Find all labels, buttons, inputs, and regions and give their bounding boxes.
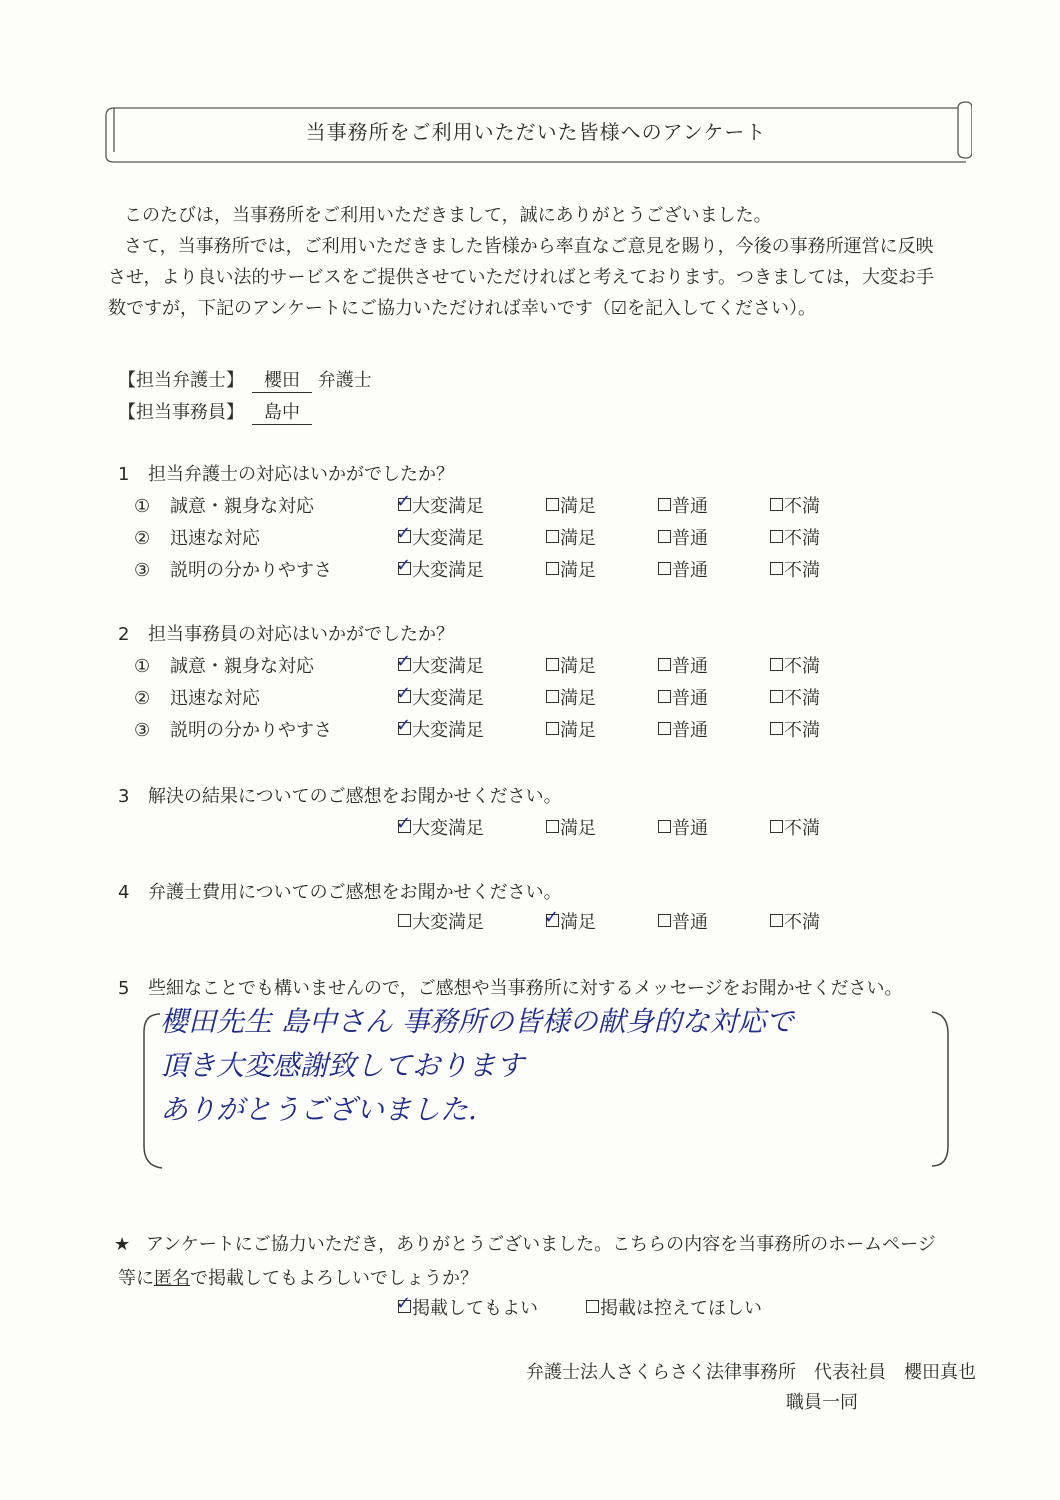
q4-option[interactable] xyxy=(658,908,708,934)
q2-item-option[interactable] xyxy=(546,652,596,678)
question-text: 担当弁護士の対応はいかがでしたか？ xyxy=(148,464,454,485)
item-label: 説明の分かりやすさ xyxy=(170,720,332,741)
checkbox-icon[interactable] xyxy=(770,914,783,927)
checkbox-icon[interactable] xyxy=(546,658,559,671)
q1-item-option[interactable] xyxy=(398,524,484,550)
question-q3 xyxy=(118,782,562,808)
option-label: 普通 xyxy=(672,688,708,709)
item-label: 誠意・親身な対応 xyxy=(170,496,314,517)
q2-item-option[interactable] xyxy=(546,716,596,742)
checkbox-icon[interactable] xyxy=(546,498,559,511)
option-label: 普通 xyxy=(672,818,708,839)
question-text: 解決の結果についてのご感想をお聞かせください。 xyxy=(148,786,562,807)
intro-line: 数ですが，下記のアンケートにご協力いただければ幸いです（☑を記入してください）。 xyxy=(108,298,817,319)
star-icon: ★ xyxy=(114,1234,131,1255)
q3-option[interactable] xyxy=(398,814,484,840)
option-label: 満足 xyxy=(560,656,596,677)
question-number: 5 xyxy=(118,978,130,999)
q2-item-option[interactable] xyxy=(658,652,708,678)
option-label: 大変満足 xyxy=(412,560,484,581)
handwritten-line: 櫻田先生 島中さん 事務所の皆様の献身的な対応で xyxy=(160,1005,794,1038)
checkmark-icon: ✓ xyxy=(396,555,412,576)
checkbox-icon[interactable] xyxy=(396,1293,412,1314)
checkbox-icon[interactable] xyxy=(658,914,671,927)
handwritten-line: 頂き大変感謝致しております xyxy=(160,1049,525,1082)
q1-item-option[interactable] xyxy=(658,556,708,582)
checkmark-icon: ✓ xyxy=(396,491,412,512)
question-q1 xyxy=(118,460,454,486)
publish-option-no[interactable] xyxy=(586,1294,762,1320)
question-q4 xyxy=(118,878,562,904)
checkmark-icon: ✓ xyxy=(396,715,412,736)
option-label: 大変満足 xyxy=(412,818,484,839)
option-label: 大変満足 xyxy=(412,688,484,709)
q1-item-option[interactable] xyxy=(546,524,596,550)
checkmark-icon: ✓ xyxy=(396,813,412,834)
checkbox-icon[interactable] xyxy=(770,562,783,575)
q2-item-option[interactable] xyxy=(770,684,820,710)
question-q5 xyxy=(118,974,903,1000)
question-number: 2 xyxy=(118,624,130,645)
option-label: 不満 xyxy=(784,656,820,677)
checkbox-icon[interactable] xyxy=(586,1300,599,1313)
checkmark-icon: ✓ xyxy=(396,523,412,544)
checkbox-icon[interactable] xyxy=(658,658,671,671)
q2-item-option[interactable] xyxy=(398,684,484,710)
q3-option[interactable] xyxy=(546,814,596,840)
option-label: 大変満足 xyxy=(412,656,484,677)
checkbox-icon[interactable] xyxy=(658,498,671,511)
option-label: 不満 xyxy=(784,528,820,549)
q2-item-option[interactable] xyxy=(398,716,484,742)
q4-option[interactable] xyxy=(546,908,596,934)
item-number: ② xyxy=(134,688,151,709)
q2-item-option[interactable] xyxy=(658,716,708,742)
item-number: ① xyxy=(134,656,151,677)
item-number: ① xyxy=(134,496,151,517)
option-label: 大変満足 xyxy=(412,528,484,549)
publish-text-anonymous: 匿名 xyxy=(154,1268,190,1289)
checkbox-icon[interactable] xyxy=(546,562,559,575)
checkmark-icon: ✓ xyxy=(396,651,412,672)
intro-line: させ，より良い法的サービスをご提供させていただければと考えております。つきましては，大変お手 xyxy=(108,267,935,288)
checkmark-icon: ✓ xyxy=(396,1293,412,1314)
option-label: 大変満足 xyxy=(412,912,484,933)
question-item xyxy=(134,716,332,742)
question-q2 xyxy=(118,620,454,646)
publish-text-1: アンケートにご協力いただき，ありがとうございました。こちらの内容を当事務所のホームページ xyxy=(145,1234,936,1255)
publish-text-2c: で掲載してもよろしいでしょうか？ xyxy=(190,1268,478,1289)
publish-option-label: 掲載してもよい xyxy=(412,1298,538,1319)
question-item xyxy=(134,684,260,710)
checkbox-icon[interactable] xyxy=(398,914,411,927)
q1-item-option[interactable] xyxy=(398,492,484,518)
question-item xyxy=(134,524,260,550)
option-label: 不満 xyxy=(784,720,820,741)
q1-item-option[interactable] xyxy=(398,556,484,582)
checkbox-icon[interactable] xyxy=(658,562,671,575)
checkbox-icon[interactable] xyxy=(546,690,559,703)
question-text: 弁護士費用についてのご感想をお聞かせください。 xyxy=(148,882,562,903)
option-label: 満足 xyxy=(560,818,596,839)
item-label: 説明の分かりやすさ xyxy=(170,560,332,581)
checkbox-icon[interactable] xyxy=(546,530,559,543)
option-label: 普通 xyxy=(672,560,708,581)
checkbox-icon[interactable] xyxy=(770,722,783,735)
q1-item-option[interactable] xyxy=(546,556,596,582)
handwritten-line: ありがとうございました. xyxy=(160,1093,477,1126)
q3-option[interactable] xyxy=(658,814,708,840)
q2-item-option[interactable] xyxy=(546,684,596,710)
option-label: 満足 xyxy=(560,496,596,517)
checkmark-icon: ✓ xyxy=(544,907,560,928)
checkbox-icon[interactable] xyxy=(658,530,671,543)
item-label: 誠意・親身な対応 xyxy=(170,656,314,677)
handwritten-message xyxy=(160,1000,794,1132)
publish-option-yes[interactable] xyxy=(398,1294,538,1320)
item-number: ③ xyxy=(134,560,151,581)
staff-label: 【担当事務員】 xyxy=(118,402,244,423)
option-label: 普通 xyxy=(672,720,708,741)
intro-line: このたびは，当事務所をご利用いただきまして，誠にありがとうございました。 xyxy=(124,205,772,226)
option-label: 不満 xyxy=(784,496,820,517)
publish-text-2a: 等に xyxy=(118,1268,154,1289)
page-title: 当事務所をご利用いただいた皆様へのアンケート xyxy=(305,120,767,144)
publish-question xyxy=(114,1230,936,1256)
checkbox-icon[interactable] xyxy=(396,715,412,736)
intro-text xyxy=(108,200,988,324)
q4-option[interactable] xyxy=(398,908,484,934)
option-label: 普通 xyxy=(672,496,708,517)
option-label: 不満 xyxy=(784,688,820,709)
checkbox-icon[interactable] xyxy=(396,683,412,704)
option-label: 不満 xyxy=(784,818,820,839)
q2-item-option[interactable] xyxy=(770,716,820,742)
checkbox-icon[interactable] xyxy=(658,690,671,703)
option-label: 満足 xyxy=(560,912,596,933)
signature-staff: 職員一同 xyxy=(786,1392,858,1413)
checkbox-icon[interactable] xyxy=(770,690,783,703)
checkbox-icon[interactable] xyxy=(770,498,783,511)
checkbox-icon[interactable] xyxy=(396,491,412,512)
lawyer-row xyxy=(118,366,372,393)
q1-item-option[interactable] xyxy=(546,492,596,518)
lawyer-name: 櫻田 xyxy=(252,366,312,393)
q1-item-option[interactable] xyxy=(658,524,708,550)
option-label: 満足 xyxy=(560,560,596,581)
q2-item-option[interactable] xyxy=(398,652,484,678)
q2-item-option[interactable] xyxy=(770,652,820,678)
question-item xyxy=(134,492,314,518)
q1-item-option[interactable] xyxy=(658,492,708,518)
checkbox-icon[interactable] xyxy=(396,813,412,834)
option-label: 不満 xyxy=(784,912,820,933)
publish-question-line2 xyxy=(118,1264,478,1290)
lawyer-label: 【担当弁護士】 xyxy=(118,370,244,391)
question-number: 1 xyxy=(118,464,130,485)
option-label: 大変満足 xyxy=(412,496,484,517)
signature: 弁護士法人さくらさく法律事務所 代表社員 櫻田真也 xyxy=(526,1362,976,1383)
question-number: 3 xyxy=(118,786,130,807)
option-label: 普通 xyxy=(672,528,708,549)
question-item xyxy=(134,652,314,678)
option-label: 満足 xyxy=(560,688,596,709)
lawyer-suffix: 弁護士 xyxy=(317,370,372,391)
q4-option[interactable] xyxy=(770,908,820,934)
question-number: 4 xyxy=(118,882,130,903)
checkbox-icon[interactable] xyxy=(396,651,412,672)
option-label: 満足 xyxy=(560,720,596,741)
item-label: 迅速な対応 xyxy=(170,528,260,549)
checkbox-icon[interactable] xyxy=(546,722,559,735)
q1-item-option[interactable] xyxy=(770,556,820,582)
checkbox-icon[interactable] xyxy=(396,555,412,576)
q1-item-option[interactable] xyxy=(770,492,820,518)
checkbox-icon[interactable] xyxy=(396,523,412,544)
checkbox-icon[interactable] xyxy=(770,820,783,833)
checkbox-icon[interactable] xyxy=(544,907,560,928)
checkbox-icon[interactable] xyxy=(658,722,671,735)
option-label: 満足 xyxy=(560,528,596,549)
checkbox-icon[interactable] xyxy=(770,530,783,543)
checkbox-icon[interactable] xyxy=(658,820,671,833)
option-label: 普通 xyxy=(672,656,708,677)
publish-option-label: 掲載は控えてほしい xyxy=(600,1298,762,1319)
checkbox-icon[interactable] xyxy=(770,658,783,671)
option-label: 不満 xyxy=(784,560,820,581)
question-item xyxy=(134,556,332,582)
staff-row xyxy=(118,398,312,425)
option-label: 大変満足 xyxy=(412,720,484,741)
item-number: ② xyxy=(134,528,151,549)
q3-option[interactable] xyxy=(770,814,820,840)
checkmark-icon: ✓ xyxy=(396,683,412,704)
item-number: ③ xyxy=(134,720,151,741)
option-label: 普通 xyxy=(672,912,708,933)
q2-item-option[interactable] xyxy=(658,684,708,710)
question-text: 些細なことでも構いませんので，ご感想や当事務所に対するメッセージをお聞かせください。 xyxy=(148,978,903,999)
question-text: 担当事務員の対応はいかがでしたか？ xyxy=(148,624,454,645)
staff-name: 島中 xyxy=(252,398,312,425)
q1-item-option[interactable] xyxy=(770,524,820,550)
checkbox-icon[interactable] xyxy=(546,820,559,833)
item-label: 迅速な対応 xyxy=(170,688,260,709)
intro-line: さて，当事務所では，ご利用いただきました皆様から率直なご意見を賜り，今後の事務所運営に反映 xyxy=(124,236,934,257)
